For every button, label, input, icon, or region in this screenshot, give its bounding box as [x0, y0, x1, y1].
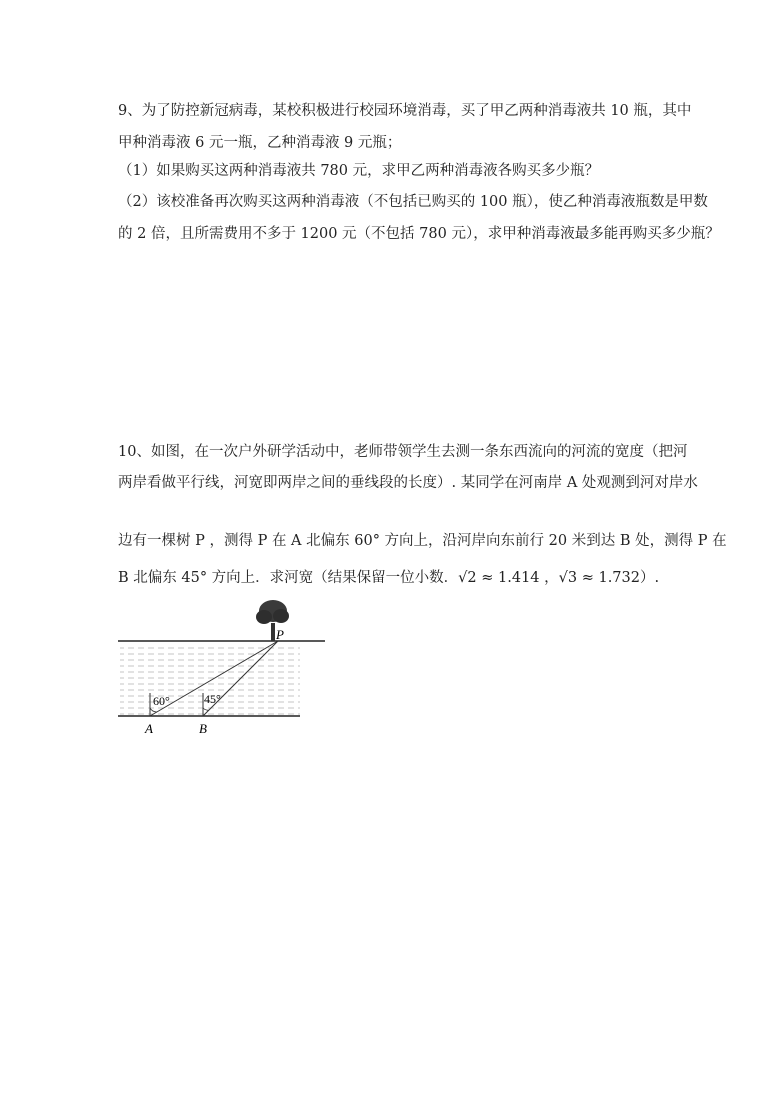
q10-line-3: 边有一棵树 P ，测得 P 在 A 北偏东 60° 方向上，沿河岸向东前行 20 米到达 B 处，测得 P 在	[118, 533, 727, 549]
q9-line-5: 的 2 倍，且所需费用不多于 1200 元（不包括 780 元），求甲种消毒液最多能再购买多少瓶？	[118, 226, 720, 242]
q9-line-2: 甲种消毒液 6 元一瓶，乙种消毒液 9 元瓶；	[118, 135, 402, 151]
angle-a-label: 60°	[153, 694, 170, 708]
q9-line-1: 9、为了防控新冠病毒，某校积极进行校园环境消毒，买了甲乙两种消毒液共 10 瓶，其中	[118, 103, 692, 119]
point-a-label: A	[145, 721, 153, 736]
river-figure	[118, 597, 328, 737]
q10-line-1: 10、如图，在一次户外研学活动中，老师带领学生去测一条东西流向的河流的宽度（把河	[118, 444, 688, 460]
angle-b-label: 45°	[204, 692, 221, 706]
q10-line-4: B 北偏东 45° 方向上．求河宽（结果保留一位小数．√2 ≈ 1.414 ，√3 ≈ 1.732）.	[118, 570, 660, 586]
point-b-label: B	[199, 721, 207, 736]
tree-icon	[256, 600, 289, 641]
point-p-label: P	[276, 627, 284, 642]
q9-line-3: （1）如果购买这两种消毒液共 780 元，求甲乙两种消毒液各购买多少瓶？	[118, 163, 600, 179]
q10-line-2: 两岸看做平行线，河宽即两岸之间的垂线段的长度）. 某同学在河南岸 A 处观测到河对岸水	[118, 475, 698, 491]
q9-line-4: （2）该校准备再次购买这两种消毒液（不包括已购买的 100 瓶），使乙种消毒液瓶数是甲数	[118, 194, 708, 210]
